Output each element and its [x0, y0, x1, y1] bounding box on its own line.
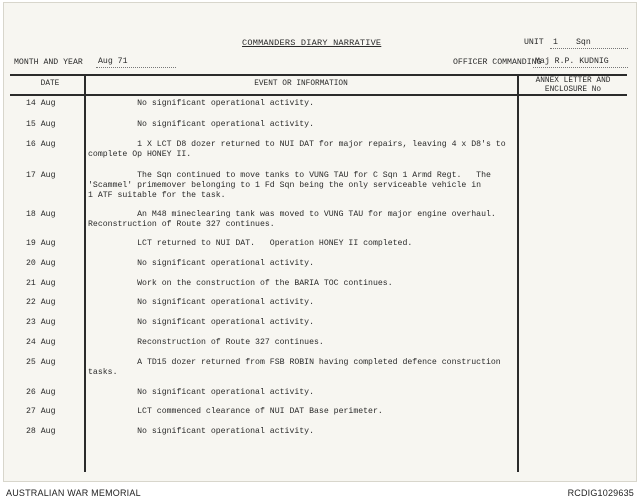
entry-text: No significant operational activity.	[88, 298, 315, 307]
entry-date: 28 Aug	[26, 427, 56, 436]
date-column-header: DATE	[40, 80, 60, 88]
entry-date: 25 Aug	[26, 358, 56, 367]
annex-column-header-line2: ENCLOSURE No	[544, 86, 602, 94]
entry-text: The Sqn continued to move tanks to VUNG TAU for C Sqn 1 Armd Regt. The 'Scammel' primemover belonging to 1 Fd Sqn being the only serviceable vehicle in 1 ATF suitable for the task.	[88, 171, 491, 201]
unit-value-sqn: Sqn	[576, 38, 591, 47]
unit-value: 1	[553, 38, 558, 47]
entry-date: 27 Aug	[26, 407, 56, 416]
entry-text: No significant operational activity.	[88, 318, 315, 327]
entry-text: No significant operational activity.	[88, 427, 315, 436]
page-title: COMMANDERS DIARY NARRATIVE	[242, 38, 382, 48]
month-year-value: Aug 71	[98, 57, 128, 66]
month-year-label: MONTH AND YEAR	[14, 58, 83, 67]
entry-date: 21 Aug	[26, 279, 56, 288]
unit-dotted-line	[550, 48, 628, 49]
entry-date: 16 Aug	[26, 140, 56, 149]
entry-text: A TD15 dozer returned from FSB ROBIN having completed defence construction tasks.	[88, 358, 501, 378]
officer-commanding-value: Maj R.P. KUDNIG	[535, 57, 609, 66]
entry-text: No significant operational activity.	[88, 259, 315, 268]
entry-date: 19 Aug	[26, 239, 56, 248]
entry-date: 20 Aug	[26, 259, 56, 268]
entry-date: 14 Aug	[26, 99, 56, 108]
footer-source: AUSTRALIAN WAR MEMORIAL	[6, 488, 141, 498]
annex-column-header-line1: ANNEX LETTER AND	[535, 77, 611, 85]
entry-date: 24 Aug	[26, 338, 56, 347]
footer-record-id: RCDIG1029635	[567, 488, 634, 498]
entry-text: Work on the construction of the BARIA TOC continues.	[88, 279, 393, 288]
entry-date: 23 Aug	[26, 318, 56, 327]
entry-date: 15 Aug	[26, 120, 56, 129]
officer-dotted-line	[533, 67, 628, 68]
entry-text: LCT returned to NUI DAT. Operation HONEY II completed.	[88, 239, 413, 248]
entry-date: 22 Aug	[26, 298, 56, 307]
event-column-header: EVENT OR INFORMATION	[254, 80, 348, 88]
officer-commanding-label: OFFICER COMMANDING	[453, 58, 542, 67]
entry-text: No significant operational activity.	[88, 388, 315, 397]
entry-text: An M48 mineclearing tank was moved to VUNG TAU for major engine overhaul. Reconstruction of Route 327 continues.	[88, 210, 496, 230]
date-column-divider	[84, 74, 86, 472]
entry-date: 18 Aug	[26, 210, 56, 219]
entry-text: No significant operational activity.	[88, 120, 315, 129]
unit-label: UNIT	[524, 38, 544, 47]
entry-text: LCT commenced clearance of NUI DAT Base perimeter.	[88, 407, 383, 416]
entry-text: Reconstruction of Route 327 continues.	[88, 338, 324, 347]
entry-date: 26 Aug	[26, 388, 56, 397]
table-top-rule	[10, 74, 627, 76]
entry-text: 1 X LCT D8 dozer returned to NUI DAT for major repairs, leaving 4 x D8's to complete Op HONEY II.	[88, 140, 506, 160]
entry-text: No significant operational activity.	[88, 99, 315, 108]
month-dotted-line	[96, 67, 176, 68]
entry-date: 17 Aug	[26, 171, 56, 180]
